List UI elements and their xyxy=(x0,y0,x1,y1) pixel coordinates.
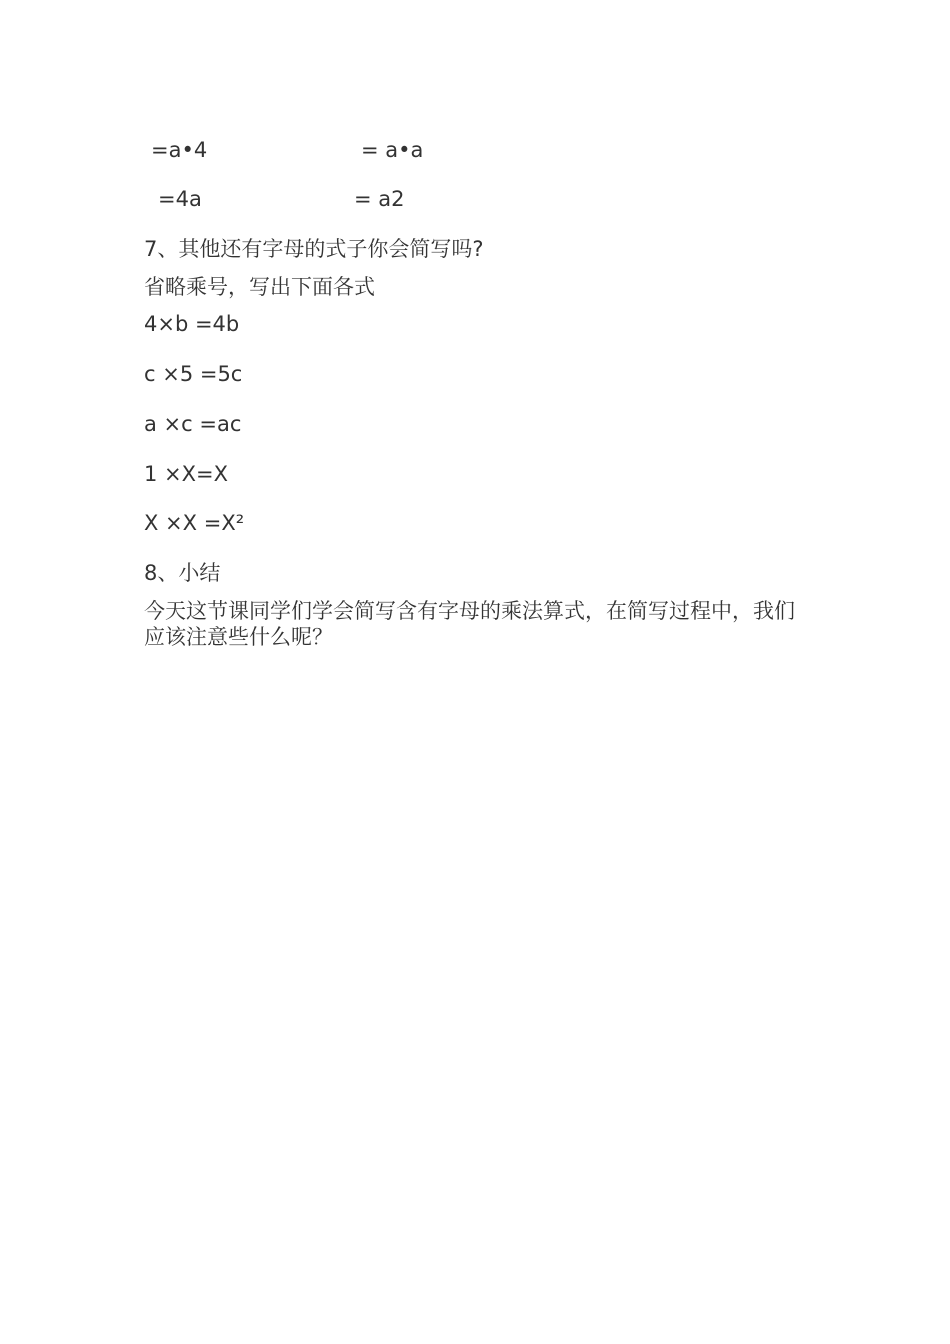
expression-item: c ×5 =5c xyxy=(144,362,243,386)
section8-paragraph: 今天这节课同学们学会简写含有字母的乘法算式，在简写过程中，我们应该注意些什么呢？ xyxy=(144,599,795,649)
equation-row1-right: = a•a xyxy=(361,138,424,162)
equation-row2-right: = a2 xyxy=(354,187,405,211)
section7-heading: 7、其他还有字母的式子你会简写吗? xyxy=(144,237,484,261)
section8-heading: 8、小结 xyxy=(144,561,221,585)
section7-instruction: 省略乘号，写出下面各式 xyxy=(144,275,375,299)
equation-row2-left: =4a xyxy=(158,187,202,211)
expression-item: 1 ×X=X xyxy=(144,462,228,486)
expression-item: a ×c =ac xyxy=(144,412,242,436)
expression-item: X ×X =X² xyxy=(144,511,245,535)
equation-row1-left: =a•4 xyxy=(151,138,208,162)
expression-item: 4×b =4b xyxy=(144,312,240,336)
